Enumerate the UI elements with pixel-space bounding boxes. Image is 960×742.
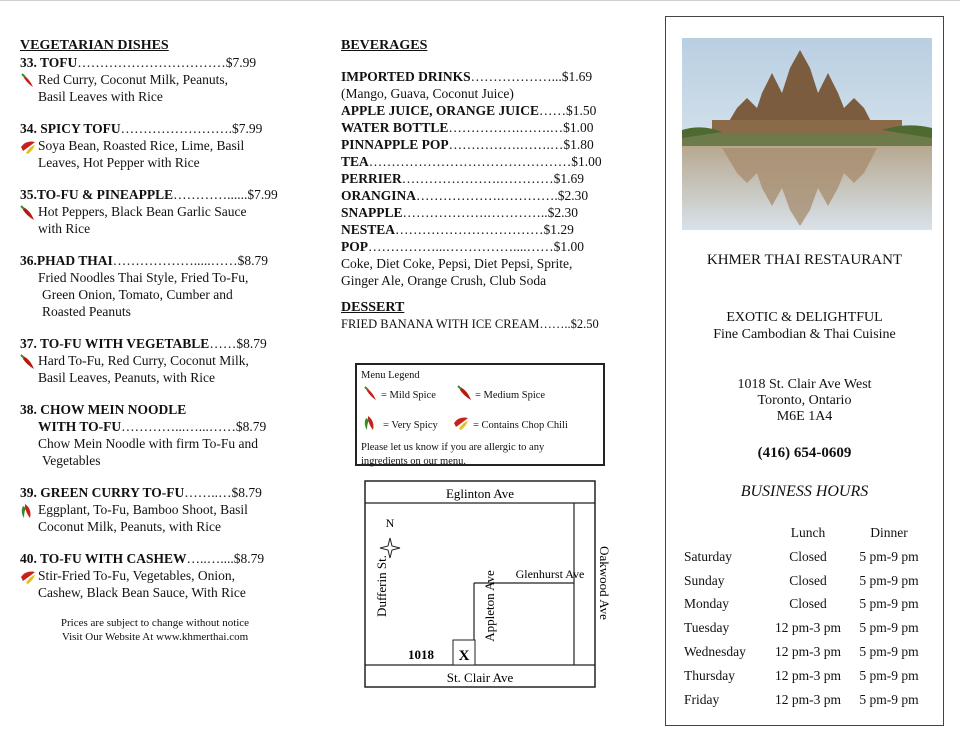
- chop-chili-icon: [453, 415, 471, 433]
- pop-list-line-2: Ginger Ale, Orange Crush, Club Soda: [341, 273, 547, 288]
- beverage-price: $1.00: [571, 154, 602, 169]
- beverage-name: WATER BOTTLE: [341, 120, 449, 135]
- menu-item-dots: ……………….....……: [112, 253, 238, 268]
- restaurant-name: KHMER THAI RESTAURANT: [706, 252, 903, 268]
- beverage-dots: ……………….………….: [416, 188, 558, 203]
- description-line: Chow Mein Noodle with firm To-Fu and: [38, 436, 259, 451]
- address-line-1: 1018 St. Clair Ave West: [737, 377, 872, 392]
- beverage-item: [341, 136, 631, 153]
- description-line: Red Curry, Coconut Milk, Peanuts,: [38, 72, 228, 87]
- beverage-price: $1.00: [563, 120, 594, 135]
- beverage-dots: ………………...: [470, 69, 562, 84]
- map-label-appleton: Appleton Ave: [482, 570, 497, 642]
- menu-item-description: [20, 501, 310, 535]
- description-line: Stir-Fried To-Fu, Vegetables, Onion,: [38, 568, 236, 583]
- beverage-price: $2.30: [557, 188, 589, 203]
- chop-chili-icon: [20, 139, 36, 155]
- hours-lunch: 12 pm-3 pm: [775, 691, 841, 707]
- beverage-dots: ………………….…………: [401, 171, 554, 186]
- very-chili-icon: [20, 503, 36, 519]
- menu-item-description: [20, 203, 310, 237]
- dinner-header: Dinner: [870, 524, 908, 540]
- hours-day-header: [684, 520, 768, 545]
- beverage-name: ORANGINA: [341, 188, 417, 203]
- description-line: Basil Leaves, Peanuts, with Rice: [38, 370, 215, 385]
- menu-item-description: [20, 352, 310, 386]
- menu-item-price: $8.79: [231, 485, 262, 500]
- menu-item-description: [20, 137, 310, 171]
- beverage-price: $1.29: [543, 222, 574, 237]
- beverage-dots: ………………………………………: [368, 154, 572, 169]
- dessert-title: DESSERT: [341, 300, 405, 315]
- hours-dinner: 5 pm-9 pm: [859, 644, 919, 660]
- mild-chili-icon: [363, 386, 379, 402]
- hours-lunch: Closed: [789, 572, 827, 588]
- menu-item-price: $8.79: [235, 419, 267, 434]
- beverages-title: BEVERAGES: [341, 38, 428, 53]
- menu-item-dots: …..…....: [186, 551, 234, 566]
- map-label-dufferin: Dufferin St.: [374, 555, 389, 617]
- menu-item-dots: ……: [209, 336, 237, 351]
- description-line: Roasted Peanuts: [42, 304, 131, 319]
- hours-day: Monday: [684, 596, 729, 612]
- phone-number: (416) 654-0609: [757, 445, 852, 461]
- hours-dinner: 5 pm-9 pm: [859, 691, 919, 707]
- price-change-note: Prices are subject to change without notice: [60, 617, 250, 629]
- beverage-item: [341, 170, 631, 187]
- hours-row: [684, 688, 930, 712]
- description-line: Eggplant, To-Fu, Bamboo Shoot, Basil: [38, 502, 248, 517]
- beverage-name: IMPORTED DRINKS: [341, 69, 471, 84]
- mild-chili-icon: [20, 73, 36, 89]
- map-label-stclair: St. Clair Ave: [446, 670, 514, 685]
- beverage-item: [341, 119, 631, 136]
- beverage-price: $1.50: [566, 103, 597, 118]
- menu-item-price: $7.99: [247, 187, 278, 202]
- menu-item-price: $8.79: [237, 253, 269, 268]
- map-border: [365, 481, 595, 687]
- menu-item: [20, 550, 310, 601]
- description-line: Green Onion, Tomato, Cumber and: [42, 287, 233, 302]
- medium-chili-icon: [457, 385, 473, 401]
- beverage-price: $1.00: [553, 239, 584, 254]
- menu-item-description: [20, 71, 310, 105]
- menu-item-dots: ……..…: [184, 485, 232, 500]
- hours-dinner: 5 pm-9 pm: [859, 572, 919, 588]
- beverage-imported-sub: (Mango, Guava, Coconut Juice): [341, 86, 514, 101]
- hours-row: [684, 616, 930, 640]
- map-label-glenhurst: Glenhurst Ave: [515, 567, 585, 581]
- beverage-dots: ……………….…………..: [402, 205, 548, 220]
- hours-dinner: 5 pm-9 pm: [859, 596, 919, 612]
- beverage-item: [341, 221, 631, 238]
- beverage-price: $1.69: [561, 69, 593, 84]
- legend-chop: = Contains Chop Chili: [473, 420, 568, 431]
- hours-day: Wednesday: [684, 644, 746, 660]
- menu-item-description: [20, 269, 310, 320]
- description-line: Soya Bean, Roasted Rice, Lime, Basil: [38, 138, 245, 153]
- description-line: Cashew, Black Bean Sauce, With Rice: [38, 585, 246, 600]
- menu-item-price: $8.79: [233, 551, 265, 566]
- beverage-item: [341, 204, 631, 221]
- beverage-dots: …………….…….…: [448, 137, 564, 152]
- legend-mild: = Mild Spice: [381, 390, 436, 401]
- menu-item-line: [20, 418, 310, 435]
- legend-row-1: [361, 383, 599, 407]
- beverage-item: [341, 187, 631, 204]
- legend-very: = Very Spicy: [383, 420, 438, 431]
- hours-day: Saturday: [684, 548, 732, 564]
- menu-item: [20, 401, 310, 469]
- dessert-item: [341, 316, 631, 333]
- map-label-oakwood: Oakwood Ave: [597, 546, 612, 620]
- vegetarian-title: VEGETARIAN DISHES: [20, 38, 169, 53]
- menu-item-dots: …………......: [173, 187, 248, 202]
- menu-item-line: [20, 550, 310, 567]
- hours-row: [684, 569, 930, 593]
- hours-day: Sunday: [684, 572, 725, 588]
- menu-item-name: 35.TO-FU & PINEAPPLE: [20, 187, 174, 202]
- legend-allergy-1: Please let us know if you are allergic to any: [361, 442, 545, 453]
- hours-day: Friday: [684, 691, 720, 707]
- description-line: Coconut Milk, Peanuts, with Rice: [38, 519, 221, 534]
- legend-row-2: [361, 415, 599, 441]
- menu-item: [20, 120, 310, 171]
- description-line: Hard To-Fu, Red Curry, Coconut Milk,: [38, 353, 249, 368]
- beverage-price: $2.30: [547, 205, 579, 220]
- menu-item-line: [20, 484, 310, 501]
- pop-list-line-1: Coke, Diet Coke, Pepsi, Diet Pepsi, Sprite,: [341, 256, 573, 271]
- menu-item-line: [20, 252, 310, 269]
- dessert-item-name: FRIED BANANA WITH ICE CREAM……..: [341, 317, 571, 331]
- temple-photo: [682, 38, 932, 230]
- top-rule: [0, 0, 960, 1]
- menu-legend: [355, 363, 605, 466]
- menu-item: [20, 54, 310, 105]
- menu-item-name-2: WITH TO-FU: [38, 419, 122, 434]
- beverage-name: POP: [341, 239, 368, 254]
- address-postal: M6E 1A4: [776, 409, 833, 424]
- menu-item-name: 38. CHOW MEIN NOODLE: [20, 402, 187, 417]
- very-spicy-chili-icon: [363, 415, 381, 433]
- beverage-dots: ……: [539, 103, 567, 118]
- map-label-eglinton: Eglinton Ave: [445, 486, 515, 501]
- location-map: [364, 480, 612, 688]
- menu-item: [20, 252, 310, 320]
- menu-item-line: [20, 335, 310, 352]
- description-line: Basil Leaves with Rice: [38, 89, 163, 104]
- chop-chili-icon: [20, 569, 36, 585]
- restaurant-tagline: EXOTIC & DELIGHTFUL: [726, 310, 883, 325]
- beverage-imported: [341, 68, 631, 85]
- hours-dinner: 5 pm-9 pm: [859, 620, 919, 636]
- menu-item-name: 33. TOFU: [20, 55, 78, 70]
- lunch-header: Lunch: [790, 524, 826, 540]
- legend-allergy-2: ingredients on our menu.: [361, 456, 466, 467]
- hours-dinner: 5 pm-9 pm: [859, 548, 919, 564]
- website-note: Visit Our Website At www.khmerthai.com: [61, 631, 249, 643]
- beverage-name: NESTEA: [341, 222, 396, 237]
- business-hours-title: BUSINESS HOURS: [740, 483, 869, 500]
- hours-row: [684, 640, 930, 664]
- description-line: Leaves, Hot Pepper with Rice: [38, 155, 200, 170]
- description-line: with Rice: [38, 221, 91, 236]
- hours-day: Tuesday: [684, 620, 730, 636]
- address-line-2: Toronto, Ontario: [757, 393, 852, 408]
- hours-row: [684, 545, 930, 569]
- menu-item-line: [20, 186, 310, 203]
- menu-item-dots: …………………….: [120, 121, 233, 136]
- map-address-number: 1018: [408, 647, 434, 662]
- description-line: Hot Peppers, Black Bean Garlic Sauce: [38, 204, 247, 219]
- description-line: Vegetables: [42, 453, 101, 468]
- legend-title: Menu Legend: [361, 370, 420, 381]
- menu-item-name: 39. GREEN CURRY TO-FU: [20, 485, 185, 500]
- beverage-name: PERRIER: [341, 171, 402, 186]
- price-note: [20, 616, 290, 644]
- beverage-dots: ……………...……………....……: [368, 239, 554, 254]
- beverage-item: [341, 153, 631, 170]
- dessert-section: [341, 299, 631, 333]
- hours-table: [684, 520, 930, 712]
- menu-item-name: 37. TO-FU WITH VEGETABLE: [20, 336, 210, 351]
- menu-item-name: 36.PHAD THAI: [20, 253, 113, 268]
- medium-chili-icon: [20, 354, 36, 370]
- beverage-dots: …………….…….…: [448, 120, 564, 135]
- menu-item-description: [20, 435, 310, 469]
- menu-item: [20, 335, 310, 386]
- menu-item-price: $7.99: [225, 55, 257, 70]
- hours-lunch: 12 pm-3 pm: [775, 667, 841, 683]
- beverage-price: $1.80: [563, 137, 594, 152]
- hours-lunch: Closed: [789, 596, 827, 612]
- hours-lunch: Closed: [789, 548, 827, 564]
- menu-item-dots: …………...…...……: [121, 419, 236, 434]
- menu-item-price: $7.99: [232, 121, 263, 136]
- vegetarian-column: [20, 37, 310, 644]
- beverage-dots: ……………………………: [395, 222, 544, 237]
- beverage-price: $1.69: [553, 171, 585, 186]
- menu-item-price: $8.79: [236, 336, 267, 351]
- dessert-price: $2.50: [570, 317, 599, 331]
- beverages-column: [341, 37, 631, 333]
- beverage-name: TEA: [341, 154, 369, 169]
- menu-item-dots: ……………………………: [77, 55, 226, 70]
- beverage-name: APPLE JUICE, ORANGE JUICE: [341, 103, 540, 118]
- restaurant-cuisine: Fine Cambodian & Thai Cuisine: [713, 327, 896, 342]
- menu-item-name: 34. SPICY TOFU: [20, 121, 121, 136]
- hours-lunch: 12 pm-3 pm: [775, 644, 841, 660]
- beverage-item: [341, 102, 631, 119]
- menu-item-line: [20, 54, 310, 71]
- menu-item-description: [20, 567, 310, 601]
- legend-medium: = Medium Spice: [475, 390, 546, 401]
- restaurant-marker: X: [458, 648, 470, 664]
- menu-item: [20, 186, 310, 237]
- hours-dinner: 5 pm-9 pm: [859, 667, 919, 683]
- hours-row: [684, 593, 930, 617]
- menu-item-line: [20, 120, 310, 137]
- info-panel: [665, 16, 944, 726]
- beverage-item: [341, 238, 631, 255]
- medium-chili-icon: [20, 205, 36, 221]
- menu-item-name: 40. TO-FU WITH CASHEW: [20, 551, 187, 566]
- description-line: Fried Noodles Thai Style, Fried To-Fu,: [38, 270, 249, 285]
- hours-lunch: 12 pm-3 pm: [775, 620, 841, 636]
- compass-north-label: N: [385, 516, 395, 530]
- hours-row: [684, 664, 930, 688]
- beverage-name: PINNAPPLE POP: [341, 137, 449, 152]
- menu-item: [20, 484, 310, 535]
- hours-day: Thursday: [684, 667, 735, 683]
- beverage-name: SNAPPLE: [341, 205, 403, 220]
